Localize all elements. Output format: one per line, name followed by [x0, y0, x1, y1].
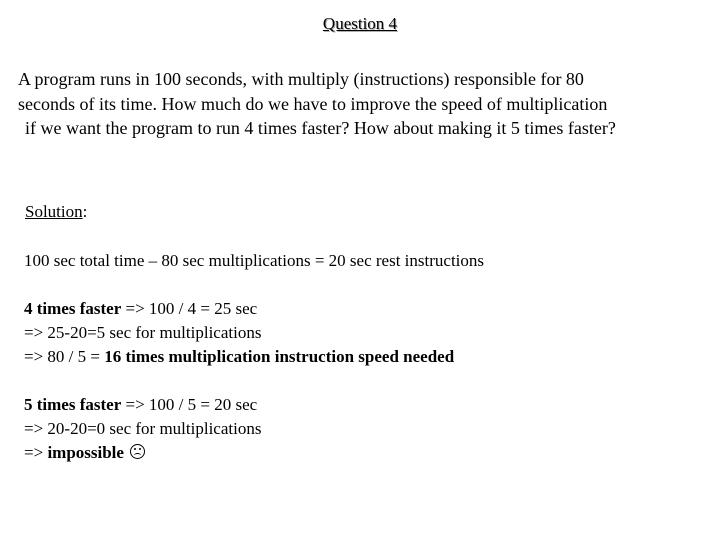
case-4-result: 16 times multiplication instruction speed needed	[104, 347, 455, 366]
question-line-1: A program runs in 100 seconds, with multiply (instructions) responsible for 80	[18, 69, 584, 89]
question-line-3: if we want the program to run 4 times faster? How about making it 5 times faster?	[25, 118, 616, 138]
case-5-result: impossible	[47, 443, 124, 462]
page-title: Question 4	[322, 14, 398, 33]
case-5-line-1	[24, 393, 261, 417]
solution-heading-colon: :	[82, 202, 88, 221]
case-4-times-block	[24, 297, 454, 369]
case-4-heading: 4 times faster	[24, 299, 122, 318]
case-4-line-1	[24, 297, 454, 321]
question-line-2: seconds of its time. How much do we have to improve the speed of multiplication	[18, 93, 608, 114]
case-5-calc: => 100 / 5 = 20 sec	[121, 395, 258, 414]
case-5-line-2: => 20-20=0 sec for multiplications	[24, 419, 262, 438]
question-text	[18, 67, 708, 141]
case-5-times-block	[24, 393, 261, 465]
case-4-calc-2: => 80 / 5 =	[24, 347, 105, 366]
case-5-arrow: =>	[24, 443, 48, 462]
case-5-heading: 5 times faster	[24, 395, 122, 414]
solution-heading-label: Solution	[25, 202, 83, 221]
case-4-line-2: => 25-20=5 sec for multiplications	[24, 323, 262, 342]
rest-instructions-line: 100 sec total time – 80 sec multiplications = 20 sec rest instructions	[24, 251, 485, 270]
case-5-line-3	[24, 441, 261, 465]
case-4-line-3	[24, 345, 454, 369]
case-4-calc: => 100 / 4 = 25 sec	[121, 299, 258, 318]
frown-face-icon	[130, 444, 145, 459]
solution-heading	[25, 202, 87, 222]
